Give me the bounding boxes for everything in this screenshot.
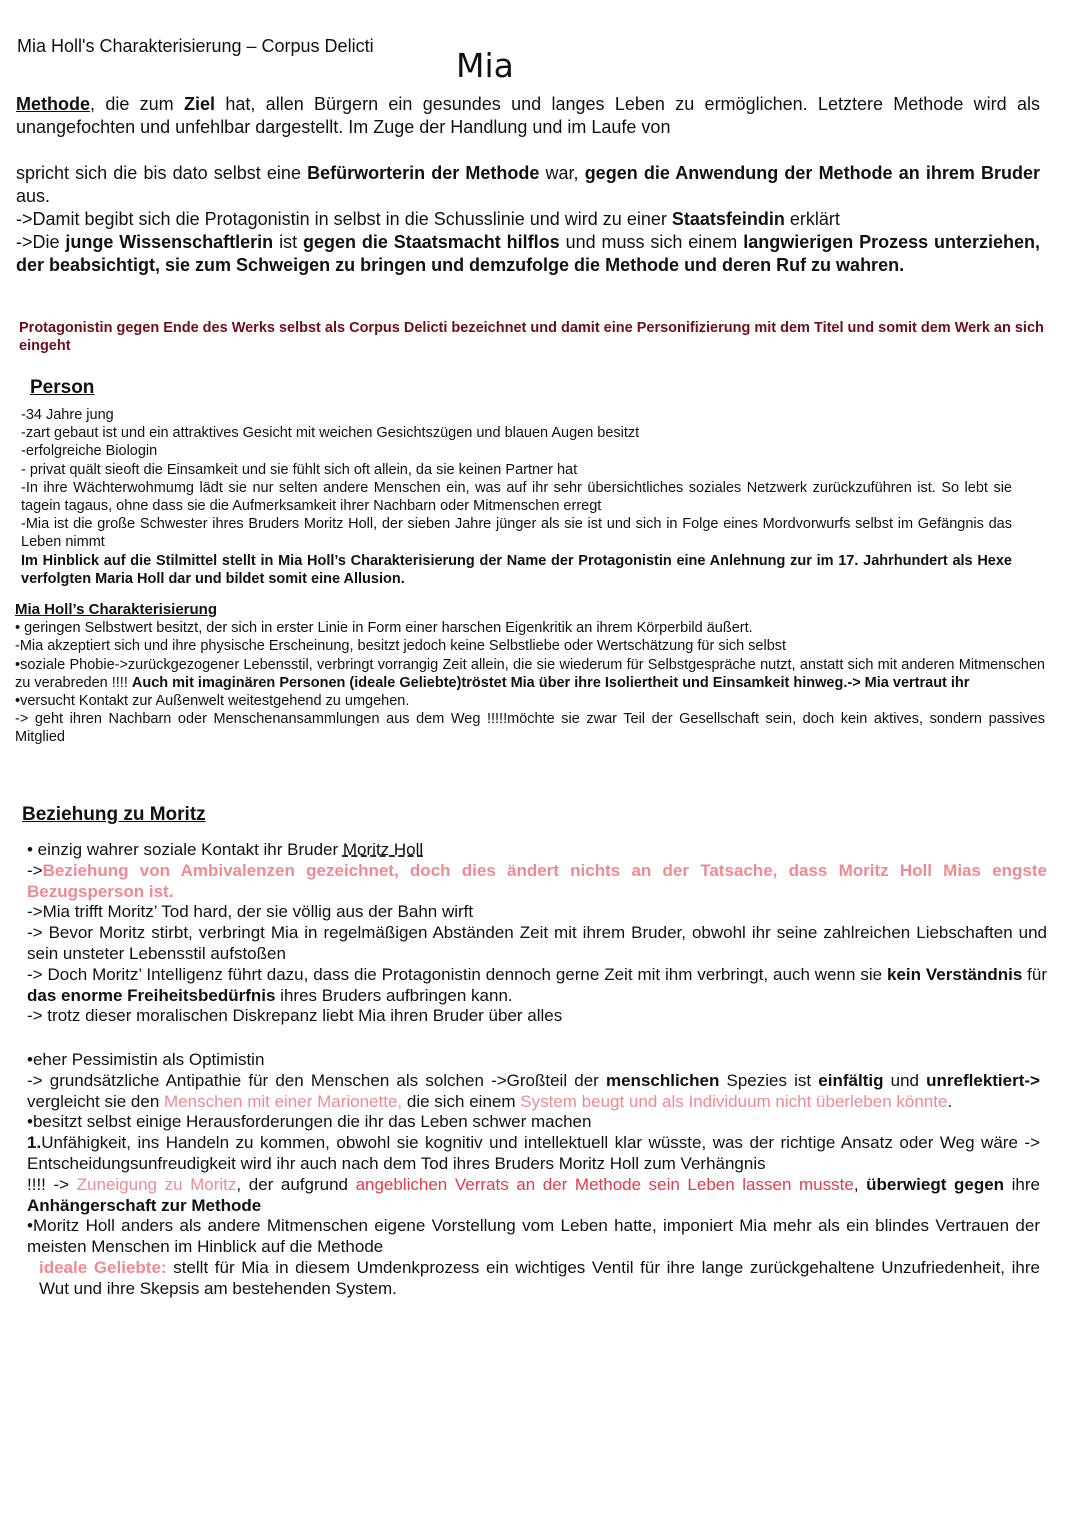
list-item: -zart gebaut ist und ein attraktives Gesicht mit weichen Gesichtszügen und blauen Augen besitzt (21, 425, 640, 442)
page-header: Mia Holl's Charakterisierung – Corpus Delicti (17, 36, 374, 56)
text: spricht sich die bis dato selbst eine (16, 163, 308, 183)
keyword: einfältig (818, 1070, 884, 1090)
list-item (27, 1071, 1040, 1113)
list-item: •Moritz Holl anders als andere Mitmenschen eigene Vorstellung vom Leben hatte, imponiert Mia mehr als ein blindes Vertrauen der meisten Menschen im Hinblick auf die Methode (27, 1216, 1040, 1257)
text: ist (273, 232, 303, 252)
text: • einzig wahrer soziale Kontakt ihr Bruder (27, 840, 343, 859)
section-heading-moritz: Beziehung zu Moritz (22, 804, 206, 825)
highlight: System beugt und als Individuum nicht überleben könnte (520, 1091, 948, 1111)
list-item: -erfolgreiche Biologin (21, 443, 158, 460)
text: •soziale Phobie->zurückgezogener Lebensstil, verbringt vorrangig Zeit allein, die sie wiederum für Selbstgespräche nutzt, anstatt sich mit anderen Mitmenschen zu verabreden !!!! (15, 656, 1045, 691)
list-item: • geringen Selbstwert besitzt, der sich in erster Linie in Form einer harschen Eigenkritik an ihrem Körperbild äußert. (15, 620, 753, 637)
keyword: Auch mit imaginären Personen (ideale Geliebte)tröstet Mia über ihre Isoliertheit und Einsamkeit hinweg.-> Mia vertraut ihr (131, 674, 970, 691)
page-title: Mia (456, 46, 514, 85)
text: -> (27, 860, 43, 880)
list-item: -Mia akzeptiert sich und ihre physische Erscheinung, besitzt jedoch keine Selbstliebe oder Wertschätzung für sich selbst (15, 638, 787, 655)
highlight: Zuneigung zu Moritz (76, 1174, 237, 1194)
keyword: Staatsfeindin (671, 209, 785, 229)
text: ->Die (16, 232, 66, 252)
text: erklärt (784, 209, 840, 229)
text: -> Doch Moritz’ Intelligenz führt dazu, dass die Protagonistin dennoch gerne Zeit mit ihm verbringt, auch wenn sie (27, 964, 887, 984)
list-item: -> geht ihren Nachbarn oder Menschenansammlungen aus dem Weg !!!!!möchte sie zwar Teil der Gesellschaft sein, doch kein aktives, sondern passives Mitglied (15, 711, 1045, 746)
moritz-section (27, 840, 1047, 1027)
keyword: überwiegt gegen (866, 1174, 1005, 1194)
allusion-note: Im Hinblick auf die Stilmittel stellt in Mia Holl’s Charakterisierung der Name der Protagonistin eine Anlehnung zur im 17. Jahrhundert als Hexe verfolgten Maria Holl dar und bildet somit eine Allusion. (21, 552, 1012, 587)
keyword-methode: Methode (16, 94, 90, 114)
list-item: -> trotz dieser moralischen Diskrepanz liebt Mia ihren Bruder über alles (27, 1006, 563, 1026)
highlight: Menschen mit einer Marionette, (164, 1091, 403, 1111)
intro-paragraph-1 (16, 93, 1040, 139)
list-item (27, 861, 1047, 903)
list-item: - privat quält sieoft die Einsamkeit und sie fühlt sich oft allein, da sie keinen Partner hat (21, 461, 578, 478)
text: für (1022, 964, 1048, 984)
text: hat, allen Bürgern ein gesundes und langes Leben zu ermöglichen. Letztere Methode wird als unangefochten und unfehlbar dargestellt. Im Zuge der Handlung und im Laufe von (16, 94, 1040, 137)
text: ihre (1004, 1174, 1040, 1194)
keyword: langwierigen Prozess unterziehen, der beabsichtigt, sie zum Schweigen zu bringen und demzufolge die Methode und deren Ruf zu wahren. (16, 232, 1041, 275)
section-heading-person: Person (30, 377, 95, 398)
text: , der aufgrund (236, 1174, 356, 1194)
intro-paragraph-2 (16, 162, 1040, 277)
list-item: •eher Pessimistin als Optimistin (27, 1050, 265, 1069)
text: ihres Bruders aufbringen kann. (275, 985, 513, 1005)
text: Unfähigkeit, ins Handeln zu kommen, obwohl sie kognitiv und intellektuell klar wüsste, was der richtige Ansatz oder Weg wäre -> Entscheidungsunfreudigkeit wird ihr auch nach dem Tod ihres Bruders Moritz Holl zum Verhängnis (27, 1133, 1040, 1173)
text: und (883, 1070, 927, 1090)
list-item (27, 840, 1047, 861)
highlight: angeblichen Verrats an der Methode sein Leben lassen musste (355, 1174, 854, 1194)
list-item: -34 Jahre jung (21, 407, 114, 423)
text: , die zum (90, 94, 184, 114)
keyword-ziel: Ziel (184, 94, 216, 114)
highlight: ideale Geliebte: (39, 1257, 167, 1277)
text: stellt für Mia in diesem Umdenkprozess ein wichtiges Ventil für ihre lange zurückgehaltene Unzufriedenheit, ihre Wut und ihre Skepsis am bestehenden System. (39, 1257, 1040, 1298)
keyword: das enorme Freiheitsbedürfnis (27, 985, 276, 1005)
number: 1. (27, 1133, 42, 1153)
name-moritz: Moritz Holl (342, 840, 424, 859)
keyword: kein Verständnis (886, 964, 1023, 984)
text: -> grundsätzliche Antipathie für den Menschen als solchen ->Großteil der (27, 1070, 606, 1090)
text: und muss sich einem (559, 232, 744, 252)
list-item: •versucht Kontakt zur Außenwelt weitestgehend zu umgehen. (15, 693, 410, 710)
text: aus. (16, 186, 51, 206)
text: . (947, 1091, 953, 1111)
list-item: ->Mia trifft Moritz’ Tod hard, der sie völlig aus der Bahn wirft (27, 902, 474, 922)
keyword: Befürworterin der Methode (307, 163, 540, 183)
text: die sich einem (402, 1091, 521, 1111)
keyword: menschlichen (605, 1070, 720, 1090)
keyword: gegen die Staatsmacht hilflos (302, 232, 560, 252)
list-item: •besitzt selbst einige Herausforderungen die ihr das Leben schwer machen (27, 1112, 592, 1132)
list-item (27, 1258, 1040, 1300)
text: ->Damit begibt sich die Protagonistin in selbst in die Schusslinie und wird zu einer (16, 209, 672, 229)
person-list (21, 406, 1012, 588)
text: Spezies ist (719, 1070, 819, 1090)
keyword: gegen die Anwendung der Methode an ihrem Bruder (584, 163, 1041, 183)
text: vergleicht sie den (27, 1091, 165, 1111)
keyword: junge Wissenschaftlerin (65, 232, 274, 252)
pessimismus-section (27, 1050, 1040, 1300)
text: war, (539, 163, 585, 183)
section-heading-charakterisierung: Mia Holl’s Charakterisierung (15, 601, 218, 618)
text: , (853, 1174, 867, 1194)
list-item (27, 965, 1047, 1007)
list-item (27, 1175, 1040, 1217)
list-item: -> Bevor Moritz stirbt, verbringt Mia in regelmäßigen Abständen Zeit mit ihrem Bruder, obwohl ihr seine zahlreichen Liebschaften und sein unsteter Lebensstil aufstoßen (27, 923, 1047, 963)
list-item (27, 1133, 1040, 1175)
charakterisierung-section (15, 601, 1045, 747)
keyword: Anhängerschaft zur Methode (27, 1195, 262, 1215)
corpus-delicti-note: Protagonistin gegen Ende des Werks selbst als Corpus Delicti bezeichnet und damit eine Personifizierung mit dem Titel und somit dem Werk an sich eingeht (19, 320, 1044, 354)
highlight: Beziehung von Ambivalenzen gezeichnet, doch dies ändert nichts an der Tatsache, dass Moritz Holl Mias engste Bezugsperson ist. (27, 860, 1047, 901)
text: !!!! -> (27, 1174, 77, 1194)
list-item (15, 656, 1045, 692)
list-item: -In ihre Wächterwohmumg lädt sie nur selten andere Menschen ein, was auf ihr sehr übersichtliches soziales Netzwerk zurückzuführen ist. So lebt sie tagein tagaus, ohne dass sie die Aufmerksamkeit ihrer Nachbarn oder Mitmenschen erregt (21, 479, 1012, 515)
list-item: -Mia ist die große Schwester ihres Bruders Moritz Holl, der sieben Jahre jünger als sie ist und sich in Folge eines Mordvorwurfs selbst im Gefängnis das Leben nimmt (21, 516, 1012, 551)
keyword: unreflektiert-> (926, 1070, 1040, 1090)
